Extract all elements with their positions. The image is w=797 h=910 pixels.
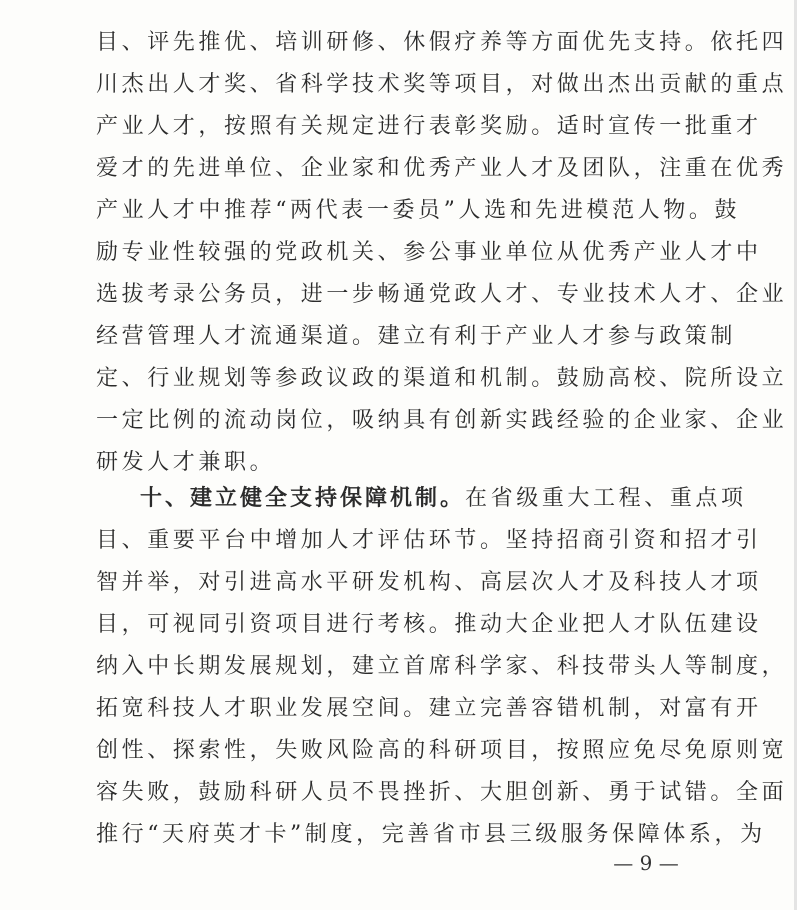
paragraph-line: 产业人才中推荐“两代表一委员”人选和先进模范人物。鼓	[96, 198, 741, 223]
paragraph-line: 推行“天府英才卡”制度，完善省市县三级服务保障体系，为	[96, 822, 766, 847]
section-heading-rest: 在省级重大工程、重点项	[465, 486, 747, 511]
paragraph-line: 经营管理人才流通渠道。建立有利于产业人才参与政策制	[96, 324, 737, 349]
paragraph-line: 研发人才兼职。	[96, 450, 276, 475]
paragraph-line: 目、评先推优、培训研修、休假疗养等方面优先支持。依托四	[96, 30, 788, 55]
paragraph-line: 产业人才，按照有关规定进行表彰奖励。适时宣传一批重才	[96, 114, 762, 139]
paragraph-line: 一定比例的流动岗位，吸纳具有创新实践经验的企业家、企业	[96, 408, 788, 433]
paragraph-line: 励专业性较强的党政机关、参公事业单位从优秀产业人才中	[96, 240, 762, 265]
section-first-line	[140, 478, 747, 520]
paragraph-line: 选拔考录公务员，进一步畅通党政人才、专业技术人才、企业	[96, 282, 788, 307]
paragraph-line: 拓宽科技人才职业发展空间。建立完善容错机制，对富有开	[96, 696, 762, 721]
paragraph-line: 创性、探索性，失败风险高的科研项目，按照应免尽免原则宽	[96, 738, 788, 763]
paragraph-line: 智并举，对引进高水平研发机构、高层次人才及科技人才项	[96, 570, 762, 595]
page-number: — 9 —	[613, 851, 679, 875]
paragraph-line: 爱才的先进单位、企业家和优秀产业人才及团队，注重在优秀	[96, 156, 788, 181]
paragraph-line: 目，可视同引资项目进行考核。推动大企业把人才队伍建设	[96, 612, 762, 637]
paragraph-line: 定、行业规划等参政议政的渠道和机制。鼓励高校、院所设立	[96, 366, 788, 391]
paragraph-line: 容失败，鼓励科研人员不畏挫折、大胆创新、勇于试错。全面	[96, 780, 788, 805]
paragraph-line: 目、重要平台中增加人才评估环节。坚持招商引资和招才引	[96, 528, 762, 553]
paragraph-line: 川杰出人才奖、省科学技术奖等项目，对做出杰出贡献的重点	[96, 72, 788, 97]
paragraph-line: 纳入中长期发展规划，建立首席科学家、科技带头人等制度，	[96, 654, 788, 679]
section-heading: 十、建立健全支持保障机制。	[140, 486, 466, 511]
